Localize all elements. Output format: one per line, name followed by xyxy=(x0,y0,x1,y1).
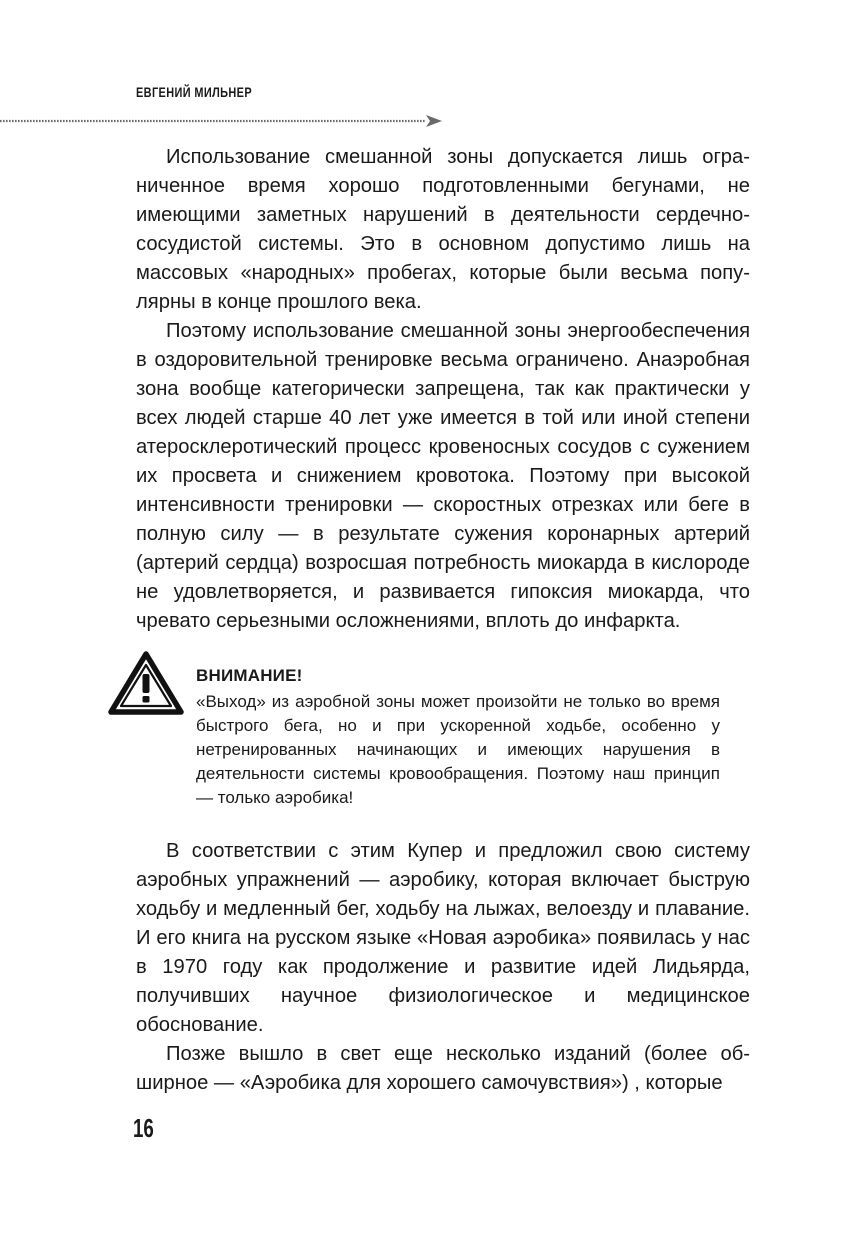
paragraph: Позже вышло в свет еще несколько изданий (более обширное — «Аэробика для хорошего самочувствия») , которые xyxy=(136,1043,750,1094)
paragraph: Использование смешанной зоны допускается лишь ограниченное время хорошо подготовленными бегунами, не имеющими заметных нарушений в деятельности сердечно-сосудистой системы. Это в основном допустимо лишь на массовых «народных» пробегах, которые были весьма популярны в конце прошлого века. xyxy=(136,146,750,313)
warning-text: «Выход» из аэробной зоны может произойти не только во время быстрого бега, но и при ускоренной ходьбе, особенно у нетренированных начинающих и имеющих нарушения в деятельности системы кровообращения. Поэтому наш принцип — только аэробика! xyxy=(196,692,720,807)
page-number: 16 xyxy=(133,1113,154,1143)
running-head-author: ЕВГЕНИЙ МИЛЬНЕР xyxy=(136,84,253,100)
warning-triangle-icon xyxy=(108,650,184,716)
paragraph: Поэтому использование смешанной зоны энергообеспечения в оздоровительной тренировке весьма ограничено. Анаэробная зона вообще категорически запрещена, так как практически у всех людей старше 40 лет уже имеется в той или иной степени атеросклеротический процесс кровеносных сосудов с сужением их просвета и снижением кровотока. Поэтому при высокой интенсивности тренировки — скоростных отрезках или беге в полную силу — в результате сужения коронарных артерий (артерий сердца) возросшая потребность миокарда в кислороде не удовлетворяется, и развивается гипоксия миокарда, что чревато серьезными осложнениями, вплоть до инфаркта. xyxy=(136,320,750,632)
warning-title: ВНИМАНИЕ! xyxy=(196,666,303,685)
warning-note xyxy=(108,650,724,810)
header-dotted-rule xyxy=(0,114,446,128)
arrow-right-icon xyxy=(426,115,442,127)
body-text-bottom xyxy=(136,837,750,1098)
paragraph: В соответствии с этим Купер и предложил свою систему аэробных упражнений — аэробику, которая включает быструю ходьбу и медленный бег, ходьбу на лыжах, велоезду и плавание. И его книга на русском языке «Новая аэробика» появилась у нас в 1970 году как продолжение и развитие идей Лидьярда, получивших научное физиологическое и медицинское обоснование. xyxy=(136,840,750,1036)
body-text-top xyxy=(136,143,750,636)
